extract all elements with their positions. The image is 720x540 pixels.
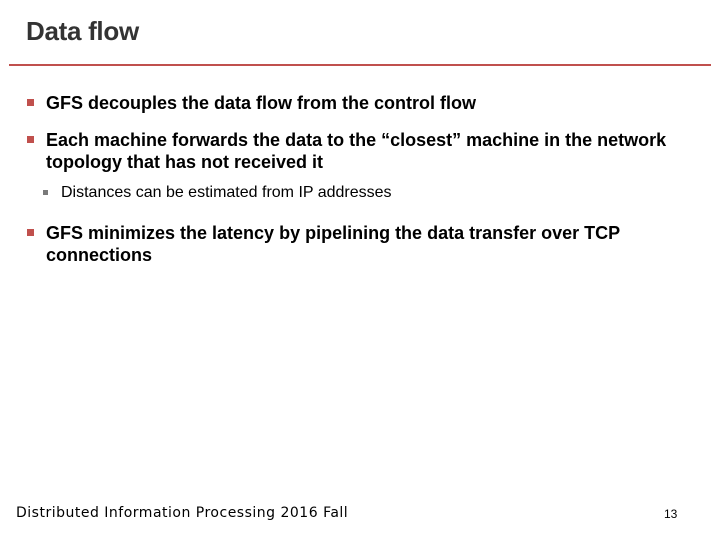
- square-bullet-icon: [27, 99, 34, 106]
- square-bullet-icon: [27, 229, 34, 236]
- bullet-item: [46, 129, 671, 173]
- bullet-text: GFS decouples the data flow from the control flow: [46, 93, 477, 113]
- square-bullet-icon: [27, 136, 34, 143]
- bullet-item: [46, 92, 686, 114]
- page-number: 13: [664, 507, 678, 521]
- bullet-item: [46, 222, 706, 266]
- sub-bullet-text: Distances can be estimated from IP addresses: [61, 184, 392, 201]
- slide-title: Data flow: [26, 16, 139, 46]
- bullet-text: GFS minimizes the latency by pipelining the data transfer over TCP connections: [46, 223, 620, 265]
- bullet-text: Each machine forwards the data to the “closest” machine in the network topology that has not received it: [46, 130, 667, 172]
- slide-footer: Distributed Information Processing 2016 Fall: [16, 505, 349, 521]
- square-sub-bullet-icon: [43, 190, 48, 195]
- sub-bullet-item: [61, 183, 661, 203]
